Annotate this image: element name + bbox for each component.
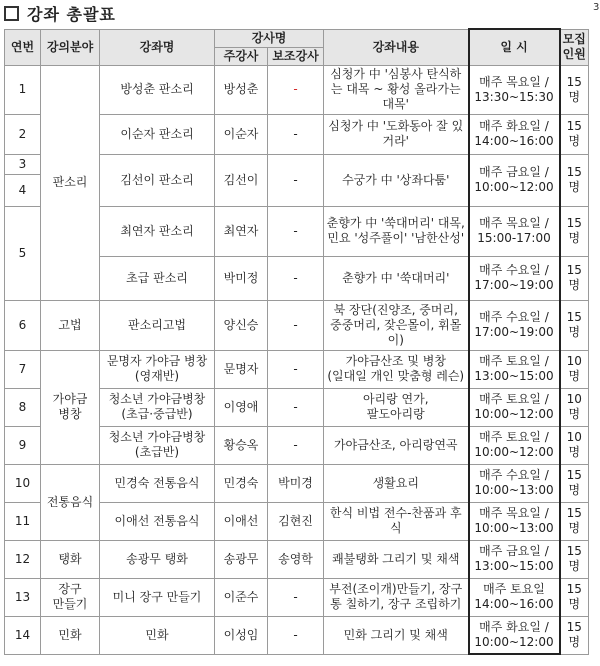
schedule-cell: 매주 화요일 / 10:00~12:00 <box>469 616 560 654</box>
main-instructor: 황승옥 <box>215 426 268 464</box>
schedule-cell: 매주 목요일 / 13:30~15:30 <box>469 65 560 114</box>
header-sub-instructor: 보조강사 <box>268 47 324 65</box>
capacity-cell: 15명 <box>560 502 589 540</box>
header-capacity-line2: 인원 <box>562 47 586 61</box>
course-name: 청소년 가야금병창 (초급·중급반) <box>100 388 215 426</box>
row-number: 3 <box>5 154 41 174</box>
row-number: 6 <box>5 300 41 350</box>
field-cell: 민화 <box>41 616 100 654</box>
row-number: 12 <box>5 540 41 578</box>
course-content: 아리랑 연가, 팔도아리랑 <box>324 388 469 426</box>
sub-instructor: - <box>268 114 324 154</box>
section-title <box>4 0 116 26</box>
capacity-cell: 15명 <box>560 616 589 654</box>
course-name: 민화 <box>100 616 215 654</box>
header-field: 강의분야 <box>41 29 100 65</box>
sub-instructor: - <box>268 388 324 426</box>
capacity-cell: 15명 <box>560 114 589 154</box>
row-number: 10 <box>5 464 41 502</box>
table-row <box>5 464 589 502</box>
capacity-cell: 15명 <box>560 300 589 350</box>
row-number: 5 <box>5 206 41 300</box>
header-instructor-group: 강사명 <box>215 29 324 47</box>
sub-instructor: 송영학 <box>268 540 324 578</box>
row-number: 11 <box>5 502 41 540</box>
course-content: 민화 그리기 및 채색 <box>324 616 469 654</box>
sub-instructor: - <box>268 206 324 256</box>
sub-instructor: 김현진 <box>268 502 324 540</box>
schedule-cell: 매주 화요일 / 14:00~16:00 <box>469 114 560 154</box>
capacity-cell: 15명 <box>560 540 589 578</box>
schedule-cell: 매주 금요일 / 13:00~15:00 <box>469 540 560 578</box>
header-schedule: 일 시 <box>469 29 560 65</box>
table-row <box>5 578 589 616</box>
row-number: 9 <box>5 426 41 464</box>
header-no: 연번 <box>5 29 41 65</box>
capacity-cell: 15명 <box>560 464 589 502</box>
header-main-instructor: 주강사 <box>215 47 268 65</box>
course-name: 최연자 판소리 <box>100 206 215 256</box>
course-content: 생활요리 <box>324 464 469 502</box>
capacity-cell: 15명 <box>560 206 589 256</box>
sub-instructor: - <box>268 426 324 464</box>
main-instructor: 이애선 <box>215 502 268 540</box>
field-cell: 판소리 <box>41 65 100 300</box>
main-instructor: 최연자 <box>215 206 268 256</box>
course-name: 김선이 판소리 <box>100 154 215 206</box>
field-cell: 장구 만들기 <box>41 578 100 616</box>
schedule-cell: 매주 토요일 14:00~16:00 <box>469 578 560 616</box>
row-number: 7 <box>5 350 41 388</box>
capacity-cell: 15명 <box>560 256 589 300</box>
header-capacity-line1: 모집 <box>562 32 586 46</box>
course-name: 미니 장구 만들기 <box>100 578 215 616</box>
header-capacity <box>560 29 589 65</box>
table-row <box>5 616 589 654</box>
field-cell: 고법 <box>41 300 100 350</box>
field-cell: 탱화 <box>41 540 100 578</box>
main-instructor: 김선이 <box>215 154 268 206</box>
table-row <box>5 540 589 578</box>
schedule-cell: 매주 수요일 / 10:00~13:00 <box>469 464 560 502</box>
course-name: 청소년 가야금병창 (초급반) <box>100 426 215 464</box>
capacity-cell: 10명 <box>560 388 589 426</box>
main-instructor: 이순자 <box>215 114 268 154</box>
course-content: 춘향가 中 '쑥대머리' <box>324 256 469 300</box>
main-instructor: 이영애 <box>215 388 268 426</box>
main-instructor: 이준수 <box>215 578 268 616</box>
sub-instructor: 박미경 <box>268 464 324 502</box>
row-number: 2 <box>5 114 41 154</box>
sub-instructor: - <box>268 616 324 654</box>
table-row <box>5 65 589 114</box>
main-instructor: 박미정 <box>215 256 268 300</box>
row-number: 1 <box>5 65 41 114</box>
course-content: 부전(조이개)만들기, 장구통 칠하기, 장구 조립하기 <box>324 578 469 616</box>
sub-instructor: - <box>268 65 324 114</box>
schedule-cell: 매주 토요일 / 13:00~15:00 <box>469 350 560 388</box>
course-name: 송광무 탱화 <box>100 540 215 578</box>
capacity-cell: 10명 <box>560 350 589 388</box>
course-name: 방성춘 판소리 <box>100 65 215 114</box>
course-content: 수궁가 中 '상좌다툼' <box>324 154 469 206</box>
sub-instructor: - <box>268 578 324 616</box>
field-cell: 전통음식 <box>41 464 100 540</box>
course-content: 쾌불탱화 그리기 및 채색 <box>324 540 469 578</box>
header-course: 강좌명 <box>100 29 215 65</box>
course-name: 판소리고법 <box>100 300 215 350</box>
schedule-cell: 매주 목요일 / 10:00~13:00 <box>469 502 560 540</box>
main-instructor: 송광무 <box>215 540 268 578</box>
row-number: 13 <box>5 578 41 616</box>
schedule-cell: 매주 토요일 / 10:00~12:00 <box>469 426 560 464</box>
empty-checkbox-icon <box>4 6 19 21</box>
course-content: 심청가 中 '도화동아 잘 있거라' <box>324 114 469 154</box>
course-name: 민경숙 전통음식 <box>100 464 215 502</box>
schedule-cell: 매주 금요일 / 10:00~12:00 <box>469 154 560 206</box>
main-instructor: 양신승 <box>215 300 268 350</box>
course-content: 심청가 中 '심봉사 탄식하는 대목 ~ 황성 올라가는 대목' <box>324 65 469 114</box>
schedule-cell: 매주 목요일 / 15:00-17:00 <box>469 206 560 256</box>
main-instructor: 방성춘 <box>215 65 268 114</box>
sub-instructor: - <box>268 350 324 388</box>
course-content: 북 장단(진양조, 중머리, 중중머리, 잦은몰이, 휘몰이) <box>324 300 469 350</box>
course-name: 이순자 판소리 <box>100 114 215 154</box>
header-content: 강좌내용 <box>324 29 469 65</box>
schedule-cell: 매주 토요일 / 10:00~12:00 <box>469 388 560 426</box>
capacity-cell: 15명 <box>560 154 589 206</box>
row-number: 14 <box>5 616 41 654</box>
course-content: 춘향가 中 '쑥대머리' 대목, 민요 '성주풀이' '남한산성' <box>324 206 469 256</box>
page-title: 강좌 총괄표 <box>27 4 116 24</box>
sub-instructor: - <box>268 256 324 300</box>
table-row <box>5 300 589 350</box>
main-instructor: 이성임 <box>215 616 268 654</box>
course-summary-table <box>4 28 589 655</box>
capacity-cell: 15명 <box>560 578 589 616</box>
field-cell: 가야금 병창 <box>41 350 100 464</box>
main-instructor: 문명자 <box>215 350 268 388</box>
row-number: 4 <box>5 174 41 206</box>
table-row <box>5 350 589 388</box>
page-edge-mark: 3 <box>593 2 600 13</box>
sub-instructor: - <box>268 300 324 350</box>
main-instructor: 민경숙 <box>215 464 268 502</box>
course-name: 문명자 가야금 병창 (영재반) <box>100 350 215 388</box>
capacity-cell: 10명 <box>560 426 589 464</box>
row-number: 8 <box>5 388 41 426</box>
schedule-cell: 매주 수요일 / 17:00~19:00 <box>469 256 560 300</box>
schedule-cell: 매주 수요일 / 17:00~19:00 <box>469 300 560 350</box>
sub-instructor: - <box>268 154 324 206</box>
course-content: 가야금산조 및 병창 (일대일 개인 맞춤형 레슨) <box>324 350 469 388</box>
course-content: 한식 비법 전수-찬품과 후식 <box>324 502 469 540</box>
course-name: 초급 판소리 <box>100 256 215 300</box>
capacity-cell: 15명 <box>560 65 589 114</box>
course-name: 이애선 전통음식 <box>100 502 215 540</box>
course-content: 가야금산조, 아리랑연곡 <box>324 426 469 464</box>
